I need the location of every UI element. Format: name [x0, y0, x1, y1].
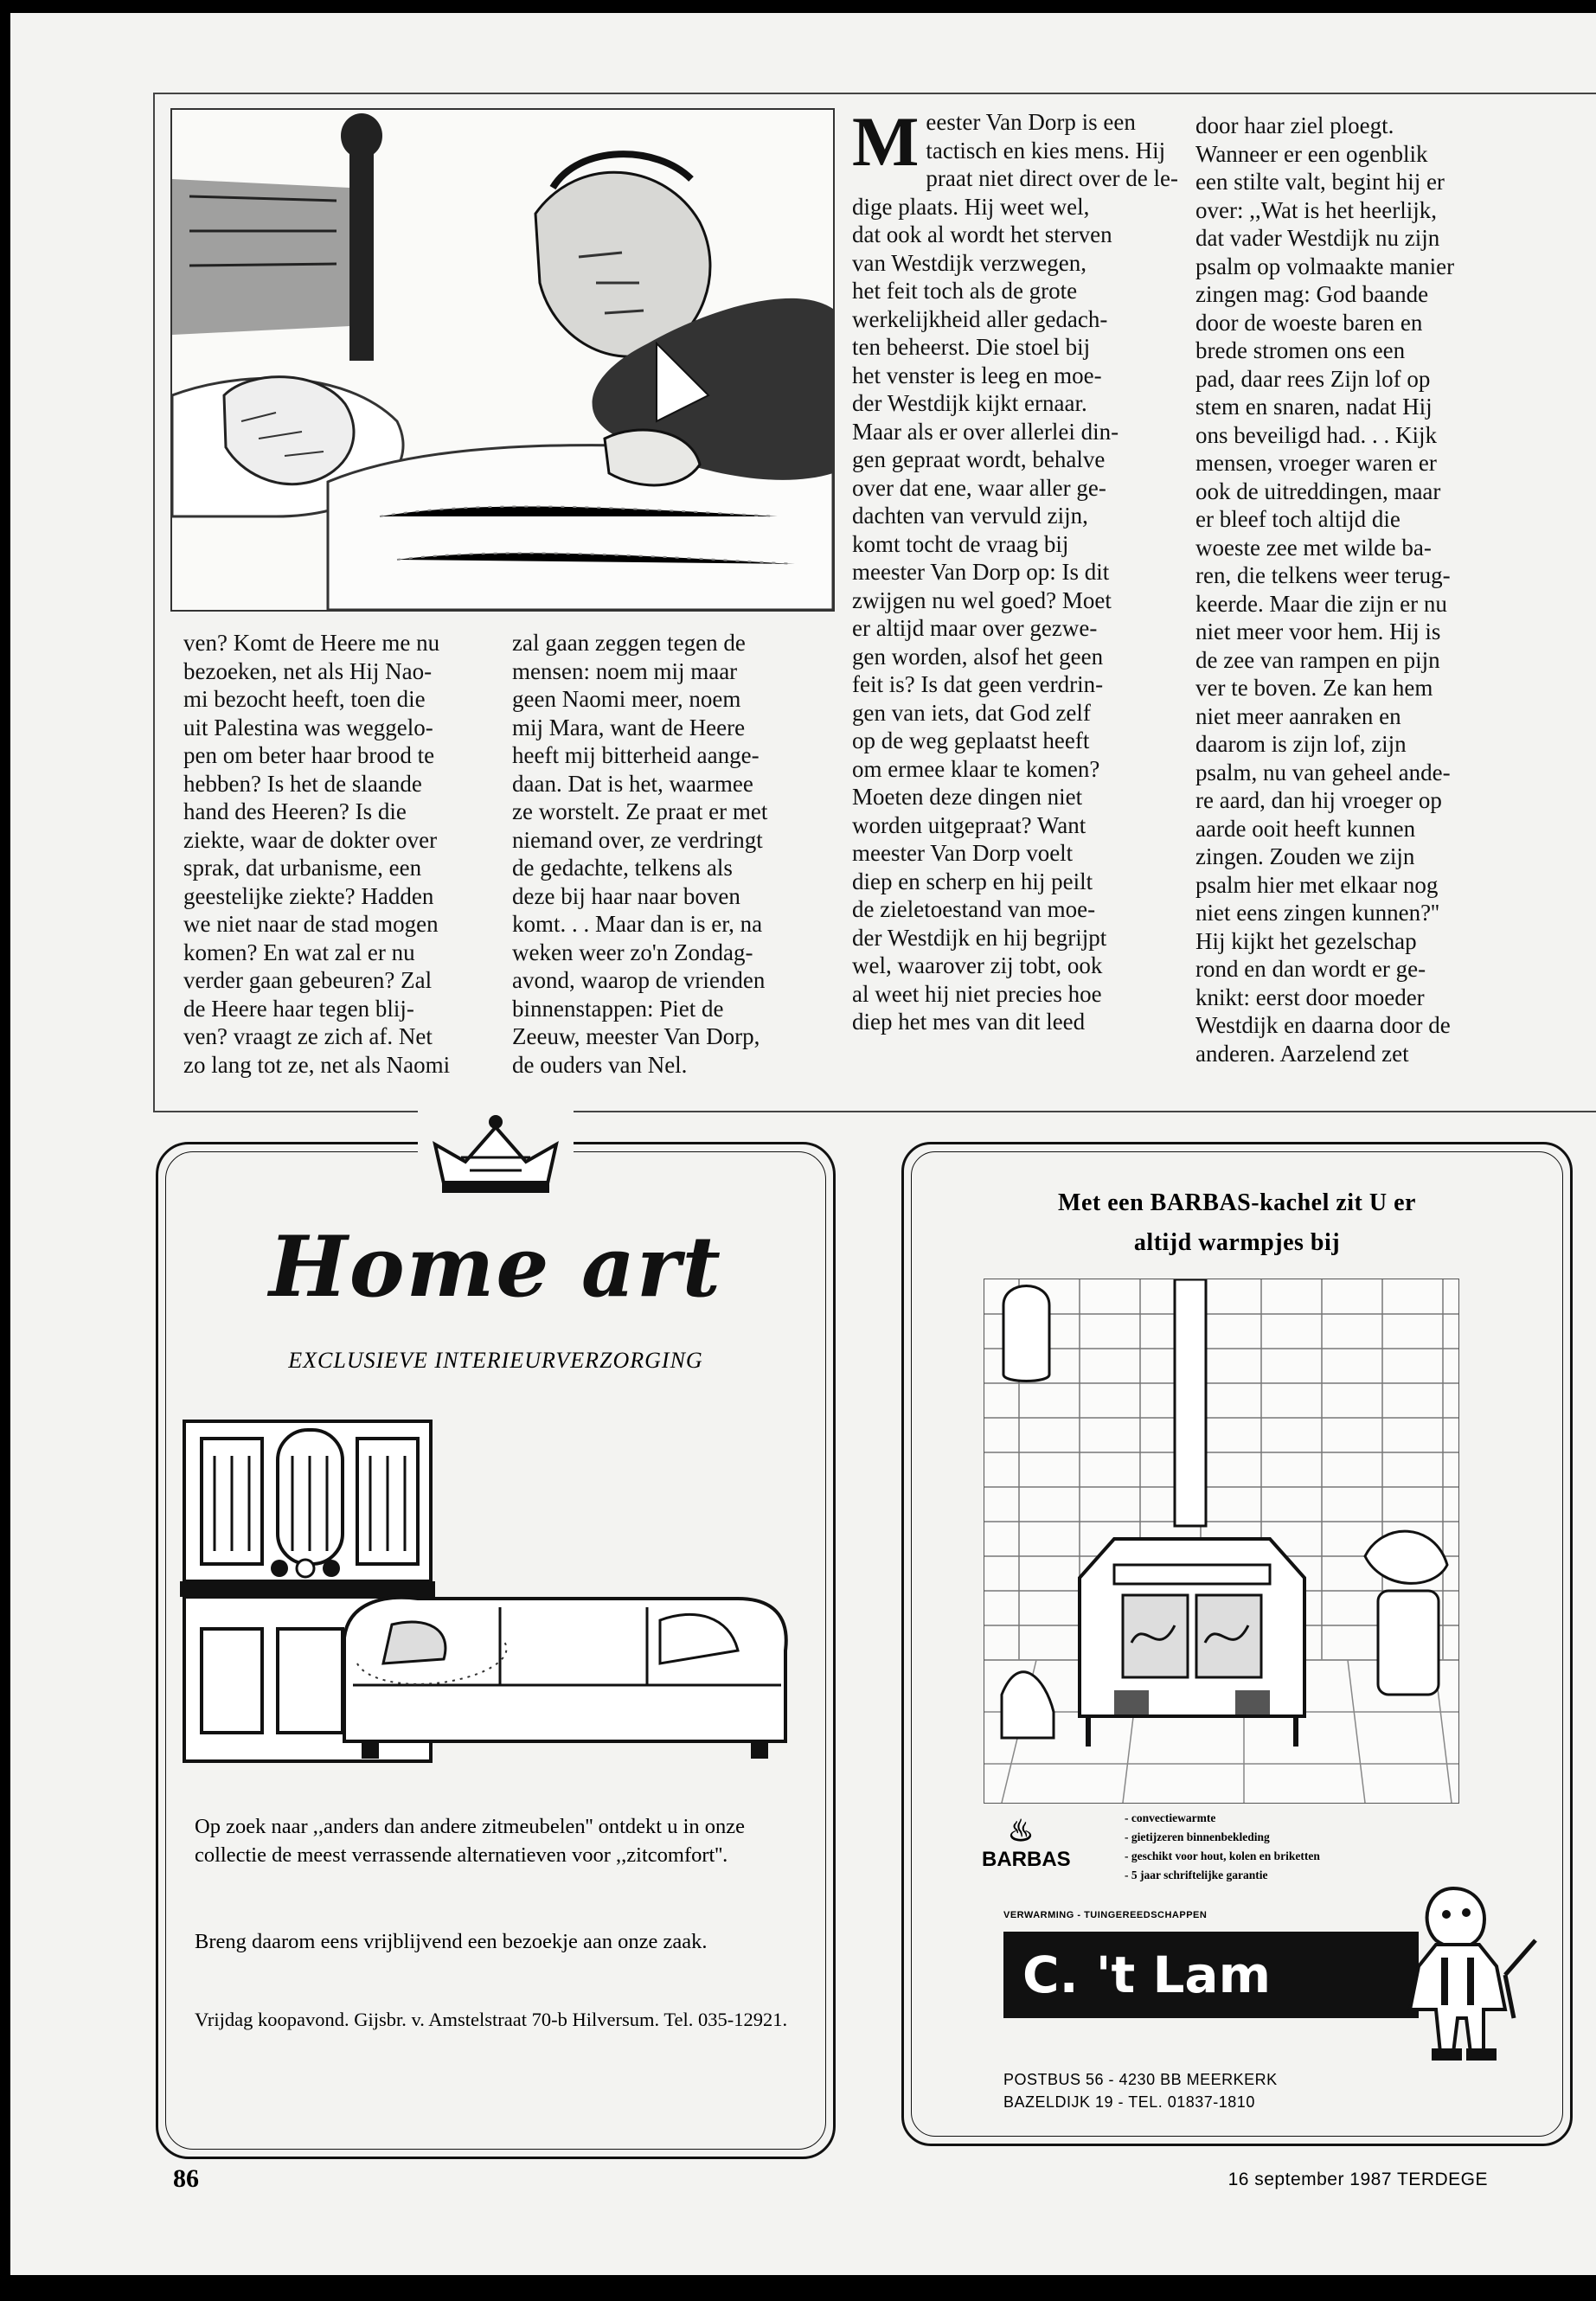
text-line: de gedachte, telkens als	[512, 855, 733, 881]
text-line: pen om beter haar brood te	[183, 742, 435, 768]
article-column-2	[512, 629, 832, 1079]
text-line: binnenstappen: Piet de	[512, 995, 724, 1022]
text-line: komen? En wat zal er nu	[183, 939, 415, 965]
home-art-address: Vrijdag koopavond. Gijsbr. v. Amstelstraat 70-b Hilversum. Tel. 035-12921.	[195, 2009, 788, 2030]
barbas-brand: BARBAS	[982, 1848, 1071, 1871]
text-line: psalm op volmaakte manier	[1195, 253, 1455, 279]
text-line: ren, die telkens weer terug-	[1195, 562, 1451, 588]
text-line: wel, waarover zij tobt, ook	[852, 952, 1103, 978]
text-line: mensen, vroeger waren er	[1195, 450, 1437, 476]
text-line: niet meer voor hem. Hij is	[1195, 619, 1441, 644]
text-line: feit is? Is dat geen verdrin-	[852, 671, 1104, 697]
text-line: de ouders van Nel.	[512, 1051, 688, 1078]
text-line: daarom is zijn lof, zijn	[1195, 731, 1407, 757]
text-line: zingen mag: God baande	[1195, 281, 1429, 307]
dealer-category: VERWARMING - TUINGEREEDSCHAPPEN	[1003, 1910, 1208, 1920]
text-line: van Westdijk verzwegen,	[852, 249, 1086, 276]
text-line: werkelijkheid aller gedach-	[852, 305, 1108, 332]
feature-item: - gietijzeren binnenbekleding	[1125, 1828, 1320, 1847]
text-line: ook de uitreddingen, maar	[1195, 478, 1441, 504]
text-line: deze bij haar naar boven	[512, 882, 740, 909]
text-line: hebben? Is het de slaande	[183, 770, 422, 797]
text-line: Moeten deze dingen niet	[852, 784, 1083, 810]
text-line: der Westdijk kijkt ernaar.	[852, 390, 1087, 416]
text-line: dat ook al wordt het sterven	[852, 221, 1112, 247]
text-line: brede stromen ons een	[1195, 337, 1406, 363]
text-line: er altijd maar over gezwe-	[852, 615, 1098, 641]
text-line: pad, daar rees Zijn lof op	[1195, 365, 1431, 392]
barbas-logo	[982, 1815, 1071, 1872]
text-line: gen worden, alsof het geen	[852, 643, 1104, 670]
text-line: zwijgen nu wel goed? Moet	[852, 586, 1112, 613]
dealer-address	[1003, 2068, 1278, 2113]
text-line: over dat ene, waar aller ge-	[852, 474, 1106, 501]
text-line: daan. Dat is het, waarmee	[512, 770, 753, 797]
text-line: mij Mara, want de Heere	[512, 714, 746, 740]
text-line: diep en scherp en hij peilt	[852, 868, 1093, 894]
text-line: komt tocht de vraag bij	[852, 530, 1069, 557]
text-line: er bleef toch altijd die	[1195, 506, 1401, 532]
text-line: hand des Heeren? Is die	[183, 798, 407, 824]
text-line: door haar ziel ploegt.	[1195, 112, 1394, 138]
barbas-headline	[904, 1183, 1570, 1263]
text-line: geestelijke ziekte? Hadden	[183, 882, 434, 909]
text-line: sprak, dat urbanisme, een	[183, 855, 422, 881]
headline-line-1: Met een BARBAS-kachel zit U er	[1058, 1189, 1416, 1216]
address-line-2: BAZELDIJK 19 - TEL. 01837-1810	[1003, 2093, 1255, 2111]
text-line: om ermee klaar te komen?	[852, 755, 1100, 782]
text-line: dige plaats. Hij weet wel,	[852, 193, 1090, 220]
text-line: ziekte, waar de dokter over	[183, 826, 438, 853]
text-line: de zee van rampen en pijn	[1195, 646, 1440, 673]
text-line: knikt: eerst door moeder	[1195, 984, 1425, 1010]
text-line: rond en dan wordt er ge-	[1195, 956, 1426, 982]
home-art-tagline: EXCLUSIEVE INTERIEURVERZORGING	[288, 1348, 703, 1373]
text-line: tactisch en kies mens. Hij	[926, 137, 1166, 163]
home-art-logo: Home art	[269, 1218, 722, 1316]
article-illustration	[170, 108, 835, 612]
home-art-body-2: Breng daarom eens vrijblijvend een bezoekje aan onze zaak.	[195, 1930, 708, 1953]
page-number: 86	[173, 2164, 199, 2193]
text-line: het venster is leeg en moe-	[852, 362, 1102, 388]
text-line: woeste zee met wilde ba-	[1195, 534, 1432, 561]
crown-icon	[418, 1110, 574, 1196]
feature-list	[1125, 1809, 1320, 1885]
text-line: psalm hier met elkaar nog	[1195, 871, 1439, 898]
publication-date: 16 september 1987 TERDEGE	[1227, 2170, 1488, 2189]
text-line: worden uitgepraat? Want	[852, 811, 1086, 838]
dealer-logo: C. 't Lam	[1003, 1932, 1419, 2018]
flame-icon: ♨	[1007, 1815, 1035, 1848]
text-line: gen van iets, dat God zelf	[852, 699, 1091, 726]
text-line: de Heere haar tegen blij-	[183, 995, 414, 1022]
text-line: we niet naar de stad mogen	[183, 911, 439, 937]
text-line: gen gepraat wordt, behalve	[852, 446, 1106, 472]
text-line: de zieletoestand van moe-	[852, 896, 1096, 922]
address-line-1: POSTBUS 56 - 4230 BB MEERKERK	[1003, 2071, 1278, 2088]
text-line: ze worstelt. Ze praat er met	[512, 798, 768, 824]
text-line: Hij kijkt het gezelschap	[1195, 927, 1417, 954]
text-line: re aard, dan hij vroeger op	[1195, 787, 1442, 813]
text-line: stem en snaren, nadat Hij	[1195, 394, 1433, 420]
text-line: ver te boven. Ze kan hem	[1195, 675, 1433, 701]
text-line: over: ,,Wat is het heerlijk,	[1195, 196, 1437, 223]
text-line: bezoeken, net als Hij Nao-	[183, 657, 433, 684]
stove-illustration	[984, 1279, 1459, 1804]
feature-item: - geschikt voor hout, kolen en briketten	[1125, 1847, 1320, 1866]
text-line: niet eens zingen kunnen?''	[1195, 900, 1439, 926]
text-line: praat niet direct over de le-	[926, 165, 1179, 191]
article-column-4	[1195, 112, 1542, 1067]
first-line: eester Van Dorp is een	[926, 109, 1136, 135]
furniture-illustration	[176, 1404, 816, 1776]
text-line: uit Palestina was weggelo-	[183, 714, 433, 740]
text-line: meester Van Dorp op: Is dit	[852, 559, 1110, 585]
text-line: Wanneer er een ogenblik	[1195, 140, 1428, 167]
text-line: ten beheerst. Die stoel bij	[852, 334, 1091, 360]
text-line: psalm, nu van geheel ande-	[1195, 759, 1451, 785]
text-line: niet meer aanraken en	[1195, 702, 1401, 729]
drop-cap: M	[852, 102, 920, 181]
article-column-3	[852, 102, 1181, 1036]
text-line: zingen. Zouden we zijn	[1195, 843, 1415, 869]
text-line: al weet hij niet precies hoe	[852, 980, 1102, 1007]
text-line: een stilte valt, begint hij er	[1195, 169, 1445, 195]
text-line: ven? Komt de Heere me nu	[183, 630, 440, 656]
text-line: weken weer zo'n Zondag-	[512, 939, 753, 965]
home-art-body-1: Op zoek naar ,,anders dan andere zitmeubelen'' ontdekt u in onze collectie de meest verrassende alternatieven voor ,,zitcomfort''.	[195, 1815, 746, 1867]
text-line: zal gaan zeggen tegen de	[512, 630, 746, 656]
article-column-1	[183, 629, 490, 1079]
barbas-advertisement	[901, 1142, 1573, 2146]
mascot-illustration	[1384, 1880, 1548, 2070]
text-line: mi bezocht heeft, toen die	[183, 686, 426, 712]
text-line: ven? vraagt ze zich af. Net	[183, 1023, 433, 1049]
text-line: dachten van vervuld zijn,	[852, 503, 1088, 529]
text-line: meester Van Dorp voelt	[852, 840, 1074, 866]
feature-item: - 5 jaar schriftelijke garantie	[1125, 1866, 1320, 1885]
text-line: verder gaan gebeuren? Zal	[183, 967, 433, 993]
magazine-page	[10, 13, 1596, 2275]
text-line: anderen. Aarzelend zet	[1195, 1040, 1409, 1067]
text-line: aarde ooit heeft kunnen	[1195, 815, 1416, 842]
headline-line-2: altijd warmpjes bij	[1133, 1229, 1341, 1256]
text-line: Maar als er over allerlei din-	[852, 418, 1119, 445]
text-line: geen Naomi meer, noem	[512, 686, 741, 712]
text-line: komt. . . Maar dan is er, na	[512, 911, 763, 937]
text-line: het feit toch als de grote	[852, 278, 1078, 304]
text-line: ons beveiligd had. . . Kijk	[1195, 421, 1437, 448]
text-line: avond, waarop de vrienden	[512, 967, 766, 993]
text-line: mensen: noem mij maar	[512, 657, 738, 684]
text-line: der Westdijk en hij begrijpt	[852, 924, 1107, 951]
text-line: diep het mes van dit leed	[852, 1009, 1086, 1035]
text-line: dat vader Westdijk nu zijn	[1195, 225, 1440, 251]
text-line: niemand over, ze verdringt	[512, 826, 763, 853]
feature-item: - convectiewarmte	[1125, 1809, 1320, 1828]
text-line: keerde. Maar die zijn er nu	[1195, 590, 1447, 617]
text-line: op de weg geplaatst heeft	[852, 727, 1090, 753]
home-art-advertisement	[156, 1142, 836, 2159]
text-line: Westdijk en daarna door de	[1195, 1012, 1451, 1038]
text-line: zo lang tot ze, net als Naomi	[183, 1051, 451, 1078]
text-line: heeft mij bitterheid aange-	[512, 742, 760, 768]
text-line: Zeeuw, meester Van Dorp,	[512, 1023, 760, 1049]
text-line: door de woeste baren en	[1195, 309, 1423, 336]
